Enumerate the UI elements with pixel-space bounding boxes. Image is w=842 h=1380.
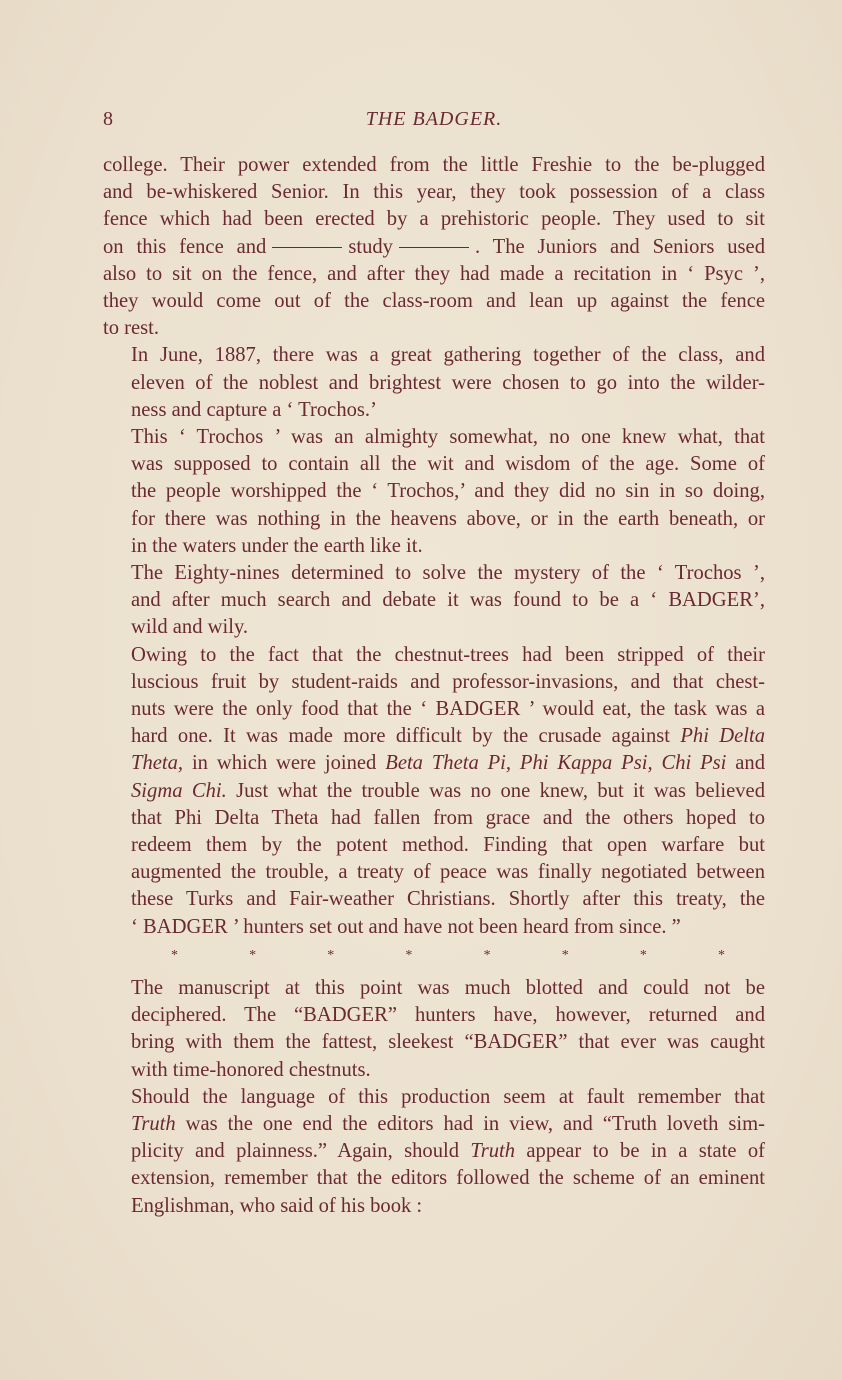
text-line: This ‘ Trochos ’ was an almighty somewhat, no one knew what, that [131,426,765,449]
text-line: Theta, in which were joined Beta Theta Pi, Phi Kappa Psi, Chi Psi and [131,752,766,775]
dash-rule [399,247,469,248]
paragraph-2 [103,342,765,424]
text-line: luscious fruit by student-raids and professor-invasions, and that chest- [131,670,765,693]
text-line: bring with them the fattest, sleekest “BADGER” that ever was caught [131,1031,765,1054]
text-line: eleven of the noblest and brightest were chosen to go into the wilder- [131,371,765,394]
text-line: The manuscript at this point was much blotted and could not be [131,976,765,999]
asterism [103,941,765,975]
body-text [103,152,765,1220]
running-title: THE BADGER. [365,108,503,130]
text-line: augmented the trouble, a treaty of peace was finally negotiated between [131,861,765,884]
text-line: Truth was the one end the editors had in view, and “Truth loveth sim- [131,1112,765,1135]
asterisk: * [405,947,413,963]
text-line: extension, remember that the editors followed the scheme of an eminent [131,1167,765,1190]
text-line: with time-honored chestnuts. [131,1058,371,1081]
asterisk: * [561,947,569,963]
text-line: ‘ BADGER ’ hunters set out and have not been heard from since. ” [131,915,681,938]
paragraph-7 [103,1084,765,1220]
text-line: Sigma Chi. Just what the trouble was no one knew, but it was believed [131,779,765,802]
text-line: wild and wily. [131,616,249,639]
dash-rule [272,247,342,248]
text-line: and after much search and debate it was found to be a ‘ BADGER’, [131,589,765,612]
text-line: to rest. [103,317,160,340]
paragraph-3 [103,424,765,560]
text-line: the people worshipped the ‘ Trochos,’ and they did no sin in so doing, [131,480,765,503]
text-line: nuts were the only food that the ‘ BADGER ’ would eat, the task was a [131,698,765,721]
text-line: plicity and plainness.” Again, should Truth appear to be in a state of [131,1140,765,1163]
text-line: for there was nothing in the heavens above, or in the earth beneath, or [131,507,765,530]
asterisk: * [639,947,647,963]
text-line: college. Their power extended from the little Freshie to the be-plugged [103,154,765,176]
text-line: was supposed to contain all the wit and wisdom of the age. Some of [131,453,765,476]
page-number: 8 [103,108,113,130]
paragraph-6 [103,975,765,1084]
text-line: redeem them by the potent method. Finding that open warfare but [131,834,765,857]
text-line: in the waters under the earth like it. [131,534,423,557]
asterisk: * [717,947,725,963]
paragraph-5 [103,642,765,941]
text-line: and be-whiskered Senior. In this year, they took possession of a class [103,181,765,204]
text-line: hard one. It was made more difficult by the crusade against Phi Delta [131,725,765,748]
text-line: these Turks and Fair-weather Christians. Shortly after this treaty, the [131,888,765,911]
text-line: Owing to the fact that the chestnut-trees had been stripped of their [131,643,765,666]
text-line: In June, 1887, there was a great gathering together of the class, and [131,344,765,367]
text-line: that Phi Delta Theta had fallen from grace and the others hoped to [131,806,765,829]
asterisk: * [483,947,491,963]
asterisk: * [327,947,335,963]
paragraph-4 [103,560,765,642]
text-line: Englishman, who said of his book : [131,1194,423,1217]
text-line: deciphered. The “BADGER” hunters have, however, returned and [131,1004,765,1027]
text-line: ness and capture a ‘ Trochos.’ [131,398,377,421]
text-line: also to sit on the fence, and after they had made a recitation in ‘ Psyc ’, [103,262,765,285]
text-line: on this fence and study . The Juniors and Seniors used [103,235,765,258]
text-line: they would come out of the class-room and lean up against the fence [103,290,765,313]
paragraph-1 [103,152,765,342]
text-line: fence which had been erected by a prehistoric people. They used to sit [103,208,765,231]
text-line: The Eighty-nines determined to solve the mystery of the ‘ Trochos ’, [131,562,765,585]
running-head [103,108,765,138]
asterisk: * [171,947,178,963]
text-line: Should the language of this production seem at fault remember that [131,1085,765,1108]
asterisk: * [249,947,257,963]
